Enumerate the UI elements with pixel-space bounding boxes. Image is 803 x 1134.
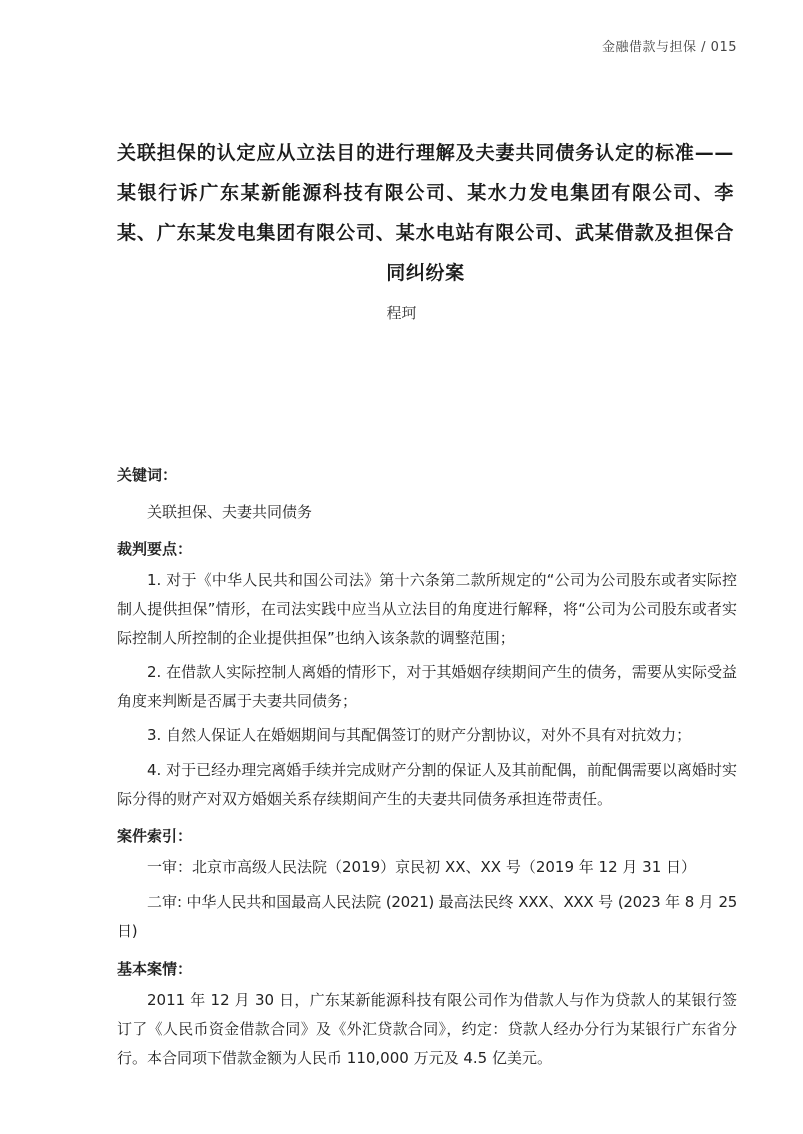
- case-index-item: 一审：北京市高级人民法院（2019）京民初 XX、XX 号（2019 年 12 月 31 日）: [147, 858, 697, 876]
- running-header: 金融借款与担保 / 015: [602, 40, 737, 55]
- holdings-heading: 裁判要点：: [117, 540, 193, 558]
- author-name: 程珂: [386, 304, 417, 322]
- facts-paragraph: 2011 年 12 月 30 日，广东某新能源科技有限公司作为借款人与作为贷款人的某银行签订了《人民币资金借款合同》及《外汇贷款合同》，约定：贷款人经办分行为某银行广东省分行。本合同项下借款金额为人民币 110,000 万元及 4.5 亿美元。: [117, 991, 737, 1067]
- keywords-heading: 关键词：: [117, 466, 178, 484]
- holding-item: 3. 自然人保证人在婚姻期间与其配偶签订的财产分割协议，对外不具有对抗效力；: [147, 726, 692, 744]
- case-index-item: 二审: 中华人民共和国最高人民法院 (2021) 最高法民终 XXX、XXX 号 (2023 年 8 月 25 日): [117, 893, 737, 940]
- facts-heading: 基本案情：: [117, 960, 193, 978]
- holding-item: 4. 对于已经办理完离婚手续并完成财产分割的保证人及其前配偶，前配偶需要以离婚时实际分得的财产对双方婚姻关系存续期间产生的夫妻共同债务承担连带责任。: [117, 761, 737, 808]
- article-body: [117, 458, 737, 1078]
- holding-item: 2. 在借款人实际控制人离婚的情形下，对于其婚姻存续期间产生的债务，需要从实际受益角度来判断是否属于夫妻共同债务；: [117, 663, 737, 710]
- article-title: 关联担保的认定应从立法目的进行理解及夫妻共同债务认定的标准——某银行诉广东某新能源科技有限公司、某水力发电集团有限公司、李某、广东某发电集团有限公司、某水电站有限公司、武某借款及担保合同纠纷案: [117, 142, 734, 284]
- holding-item: 1. 对于《中华人民共和国公司法》第十六条第二款所规定的“公司为公司股东或者实际控制人提供担保”情形，在司法实践中应当从立法目的角度进行解释，将“公司为公司股东或者实际控制人所控制的企业提供担保”也纳入该条款的调整范围；: [117, 571, 737, 647]
- keywords-text: 关联担保、夫妻共同债务: [147, 503, 313, 521]
- case-index-heading: 案件索引：: [117, 827, 193, 845]
